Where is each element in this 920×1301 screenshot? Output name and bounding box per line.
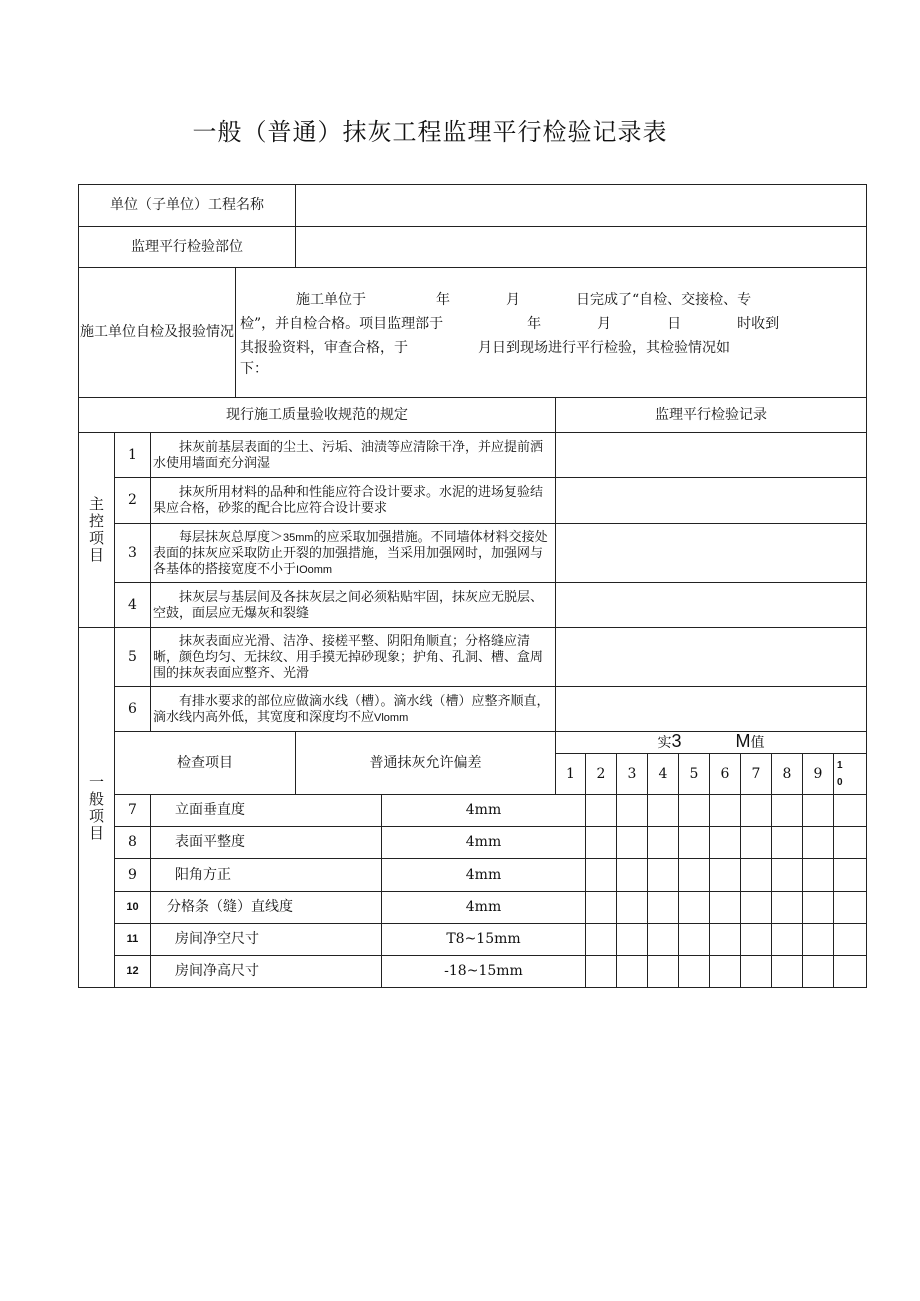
row-name: 表面平整度 bbox=[151, 827, 382, 859]
measure-cell[interactable] bbox=[803, 956, 834, 988]
measure-cell[interactable] bbox=[710, 827, 741, 859]
measure-cell[interactable] bbox=[679, 795, 710, 827]
check-row bbox=[79, 956, 867, 988]
self-check-line-3: 其报验资料，审查合格，于 月日到现场进行平行检验，其检验情况如 bbox=[240, 339, 730, 356]
check-row bbox=[79, 859, 867, 892]
main-control-label bbox=[79, 433, 115, 628]
req-text-part: 有排水要求的部位应做滴水线（槽）。滴水线（槽）应整齐顺直，滴水线内高外低，其宽度和深度均不应 bbox=[153, 693, 550, 725]
check-row bbox=[79, 827, 867, 859]
measure-cell[interactable] bbox=[834, 827, 867, 859]
measure-cell[interactable] bbox=[741, 859, 772, 892]
measure-cell[interactable] bbox=[648, 795, 679, 827]
measure-cell[interactable] bbox=[710, 924, 741, 956]
row-name: 房间净空尺寸 bbox=[151, 924, 382, 956]
measure-cell[interactable] bbox=[710, 795, 741, 827]
measure-cell[interactable] bbox=[741, 892, 772, 924]
measure-cell[interactable] bbox=[710, 956, 741, 988]
row-no: 7 bbox=[115, 795, 151, 827]
measure-cell[interactable] bbox=[741, 956, 772, 988]
row-tolerance: 4mm bbox=[382, 827, 586, 859]
measure-cell[interactable] bbox=[586, 892, 617, 924]
page-title: 一般（普通）抹灰工程监理平行检验记录表 bbox=[192, 118, 668, 146]
row-tolerance: -18~15mm bbox=[382, 956, 586, 988]
item-requirement: 抹灰表面应光滑、洁净、接槎平整、阴阳角顺直；分格缝应清晰，颜色均匀、无抹纹、用手摸无掉砂现象；护角、孔洞、槽、盒周围的抹灰表面应整齐、光滑 bbox=[151, 628, 556, 687]
measure-cell[interactable] bbox=[834, 859, 867, 892]
col-number: 1 bbox=[556, 754, 586, 795]
general-label bbox=[79, 628, 115, 988]
measure-cell[interactable] bbox=[803, 795, 834, 827]
req-text-part: 每层抹灰总厚度＞ bbox=[153, 529, 284, 545]
measure-cell[interactable] bbox=[834, 795, 867, 827]
measure-cell[interactable] bbox=[679, 956, 710, 988]
measure-cell[interactable] bbox=[803, 892, 834, 924]
measure-cell[interactable] bbox=[679, 827, 710, 859]
measure-cell[interactable] bbox=[710, 892, 741, 924]
item-record[interactable] bbox=[556, 687, 867, 732]
measure-cell[interactable] bbox=[772, 795, 803, 827]
check-item-header: 检查项目 bbox=[115, 732, 296, 795]
general-label-text: 一般项目 bbox=[89, 772, 105, 842]
item-record[interactable] bbox=[556, 628, 867, 687]
measure-cell[interactable] bbox=[803, 924, 834, 956]
measure-cell[interactable] bbox=[648, 827, 679, 859]
row-tolerance: 4mm bbox=[382, 859, 586, 892]
col10-digit-1: 1 bbox=[837, 760, 843, 771]
row-no: 12 bbox=[115, 956, 151, 988]
row-tolerance: 4mm bbox=[382, 795, 586, 827]
item-no: 2 bbox=[115, 478, 151, 524]
row-name: 房间净高尺寸 bbox=[151, 956, 382, 988]
measure-cell[interactable] bbox=[741, 795, 772, 827]
self-check-line-2: 检”，并自检合格。项目监理部于 年 月 日 时收到 bbox=[240, 315, 780, 332]
item-requirement: 抹灰所用材料的品种和性能应符合设计要求。水泥的进场复验结果应合格，砂浆的配合比应符合设计要求 bbox=[151, 478, 556, 524]
item-requirement bbox=[151, 524, 556, 583]
measure-cell[interactable] bbox=[586, 924, 617, 956]
measure-cell[interactable] bbox=[617, 795, 648, 827]
measure-cell[interactable] bbox=[741, 924, 772, 956]
check-row bbox=[79, 795, 867, 827]
item-no: 4 bbox=[115, 583, 151, 628]
measure-cell[interactable] bbox=[586, 859, 617, 892]
item-requirement: 抹灰层与基层间及各抹灰层之间必须粘贴牢固，抹灰应无脱层、空鼓，面层应无爆灰和裂缝 bbox=[151, 583, 556, 628]
measure-cell[interactable] bbox=[772, 859, 803, 892]
item-record[interactable] bbox=[556, 478, 867, 524]
measure-cell[interactable] bbox=[648, 924, 679, 956]
item-no: 1 bbox=[115, 433, 151, 478]
measured-label-a: 实 bbox=[657, 735, 672, 751]
measure-cell[interactable] bbox=[679, 892, 710, 924]
col-number: 9 bbox=[803, 754, 834, 795]
measure-cell[interactable] bbox=[679, 924, 710, 956]
measure-cell[interactable] bbox=[710, 859, 741, 892]
inspection-record-table bbox=[78, 184, 867, 988]
item-requirement: 抹灰前基层表面的尘土、污垢、油渍等应清除干净，并应提前洒水使用墙面充分润湿 bbox=[151, 433, 556, 478]
row-no: 10 bbox=[115, 892, 151, 924]
check-row bbox=[79, 892, 867, 924]
measure-cell[interactable] bbox=[803, 859, 834, 892]
item-no: 6 bbox=[115, 687, 151, 732]
project-name-label: 单位（子单位）工程名称 bbox=[79, 185, 296, 227]
measure-cell[interactable] bbox=[617, 892, 648, 924]
req-drip-value: Vlomm bbox=[374, 711, 409, 724]
col-number: 3 bbox=[617, 754, 648, 795]
measure-cell[interactable] bbox=[834, 956, 867, 988]
measure-cell[interactable] bbox=[772, 892, 803, 924]
item-record[interactable] bbox=[556, 524, 867, 583]
measure-cell[interactable] bbox=[586, 827, 617, 859]
row-name: 立面垂直度 bbox=[151, 795, 382, 827]
measure-cell[interactable] bbox=[617, 859, 648, 892]
measure-cell[interactable] bbox=[772, 924, 803, 956]
check-row bbox=[79, 924, 867, 956]
row-name: 分格条（缝）直线度 bbox=[151, 892, 382, 924]
row-tolerance: T8~15mm bbox=[382, 924, 586, 956]
col-number: 7 bbox=[741, 754, 772, 795]
measure-cell[interactable] bbox=[679, 859, 710, 892]
project-name-value[interactable] bbox=[296, 185, 867, 227]
measure-cell[interactable] bbox=[741, 827, 772, 859]
measure-cell[interactable] bbox=[648, 892, 679, 924]
spec-header: 现行施工质量验收规范的规定 bbox=[79, 398, 556, 433]
measure-cell[interactable] bbox=[834, 924, 867, 956]
measure-cell[interactable] bbox=[803, 827, 834, 859]
measure-cell[interactable] bbox=[772, 956, 803, 988]
measure-cell[interactable] bbox=[648, 956, 679, 988]
row-name: 阳角方正 bbox=[151, 859, 382, 892]
item-no: 5 bbox=[115, 628, 151, 687]
measured-label-c: M bbox=[735, 731, 751, 751]
tolerance-header: 普通抹灰允许偏差 bbox=[296, 732, 556, 795]
item-no: 3 bbox=[115, 524, 151, 583]
col-number: 4 bbox=[648, 754, 679, 795]
req-overlap-value: IOomm bbox=[296, 563, 333, 576]
req-thickness-value: 35mm bbox=[283, 531, 314, 544]
measure-cell[interactable] bbox=[586, 956, 617, 988]
col-number: 5 bbox=[679, 754, 710, 795]
col-number: 8 bbox=[772, 754, 803, 795]
col-number: 6 bbox=[710, 754, 741, 795]
measured-values-header bbox=[556, 732, 867, 754]
req-text-part: 的应采取加强措施。不同墙体材料交接处表面的抹灰应采取防止开裂的加强措施，当采用加强网时，加强网与各基体的搭接宽度不小于 bbox=[153, 529, 548, 577]
inspection-location-value[interactable] bbox=[296, 227, 867, 268]
main-control-label-text: 主控项目 bbox=[89, 495, 105, 564]
row-no: 11 bbox=[115, 924, 151, 956]
row-no: 8 bbox=[115, 827, 151, 859]
measure-cell[interactable] bbox=[617, 827, 648, 859]
item-requirement bbox=[151, 687, 556, 732]
col-number-10 bbox=[834, 754, 867, 795]
self-check-label: 施工单位自检及报验情况 bbox=[79, 268, 236, 398]
measure-cell[interactable] bbox=[772, 827, 803, 859]
measure-cell[interactable] bbox=[648, 859, 679, 892]
row-no: 9 bbox=[115, 859, 151, 892]
measure-cell[interactable] bbox=[834, 892, 867, 924]
self-check-text bbox=[236, 268, 867, 398]
measure-cell[interactable] bbox=[617, 956, 648, 988]
col10-digit-0: 0 bbox=[837, 777, 843, 788]
measure-cell[interactable] bbox=[617, 924, 648, 956]
self-check-line-4: 下： bbox=[240, 360, 268, 377]
measured-label-d: 值 bbox=[750, 735, 765, 751]
item-record[interactable] bbox=[556, 433, 867, 478]
col-number: 2 bbox=[586, 754, 617, 795]
item-record[interactable] bbox=[556, 583, 867, 628]
self-check-line-1: 施工单位于 年 月 日完成了“自检、交接检、专 bbox=[296, 291, 752, 308]
row-tolerance: 4mm bbox=[382, 892, 586, 924]
record-header: 监理平行检验记录 bbox=[556, 398, 867, 433]
measure-cell[interactable] bbox=[586, 795, 617, 827]
measured-label-b: 3 bbox=[671, 731, 682, 751]
inspection-location-label: 监理平行检验部位 bbox=[79, 227, 296, 268]
